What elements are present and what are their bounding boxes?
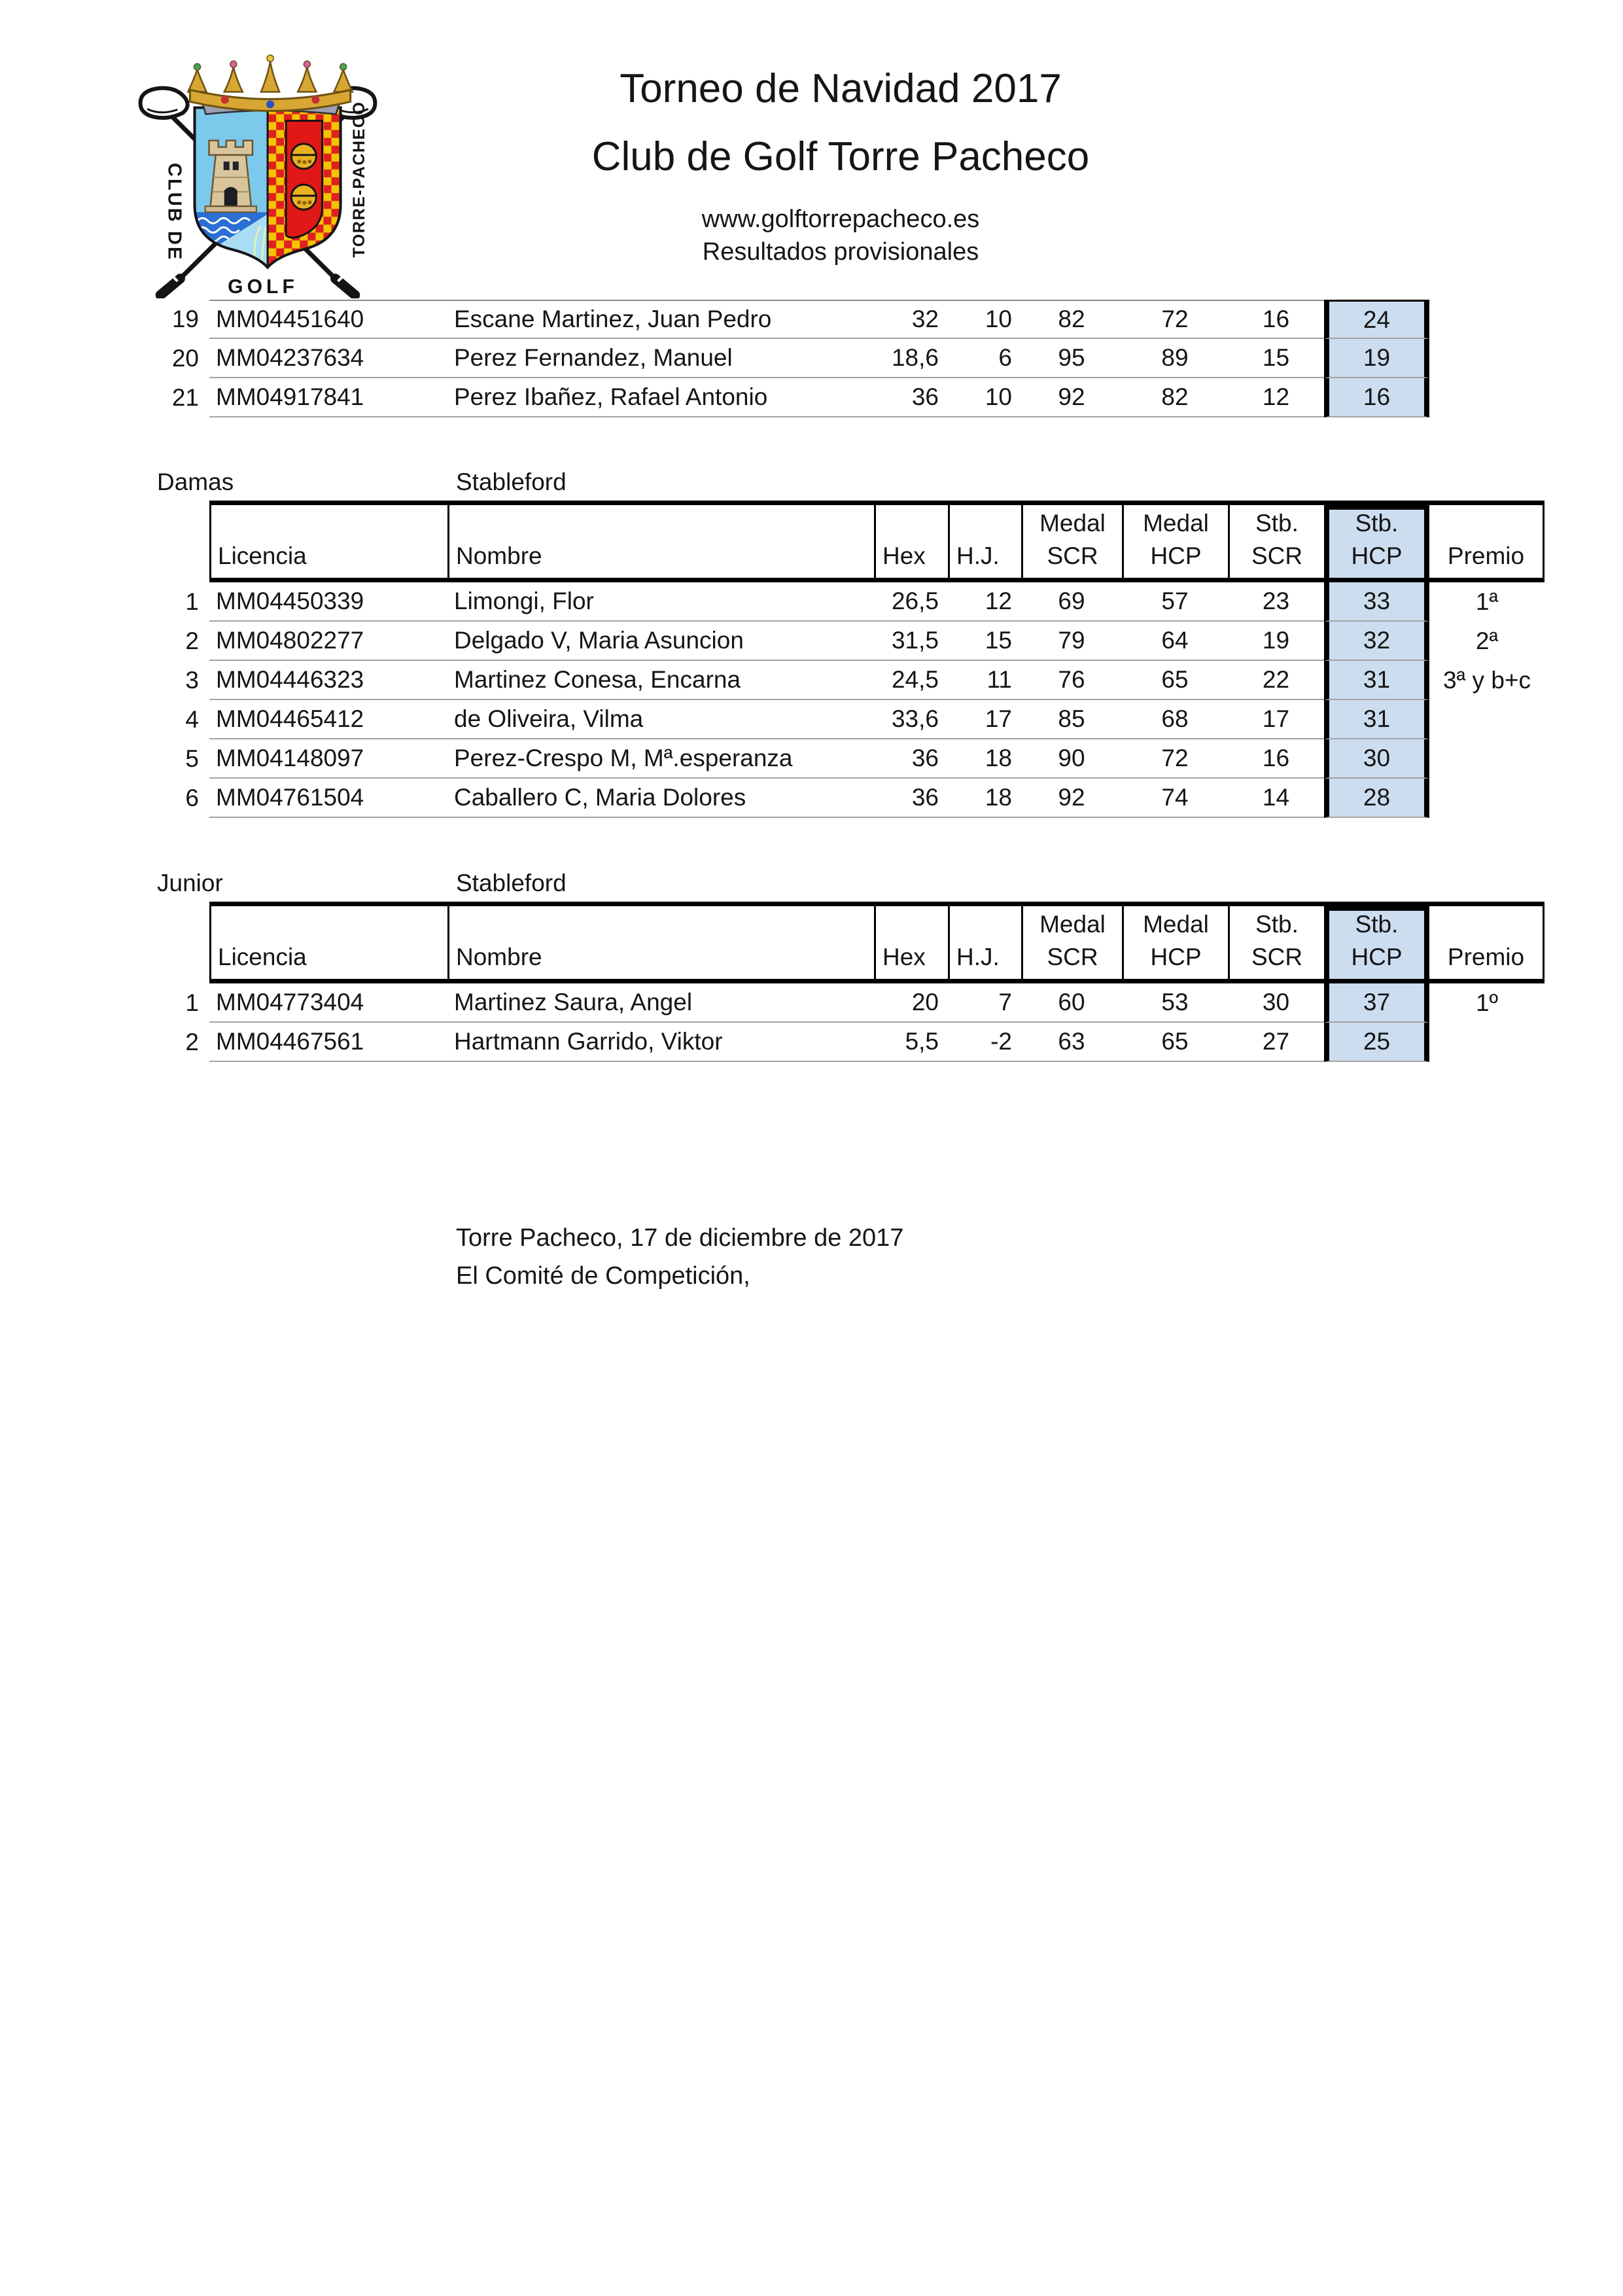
column-header-stb-scr: Stb. SCR [1228, 902, 1324, 983]
cell-stb-hcp: 16 [1324, 378, 1429, 417]
column-header-licencia: Licencia [209, 902, 447, 983]
cell-nombre: Delgado V, Maria Asuncion [447, 622, 874, 661]
cell-premio [1429, 378, 1544, 417]
cell-stb-hcp: 31 [1324, 661, 1429, 700]
cell-medal-hcp: 89 [1122, 339, 1228, 378]
cell-licencia: MM04802277 [209, 622, 447, 661]
column-header-premio: Premio [1429, 501, 1544, 582]
cell-premio: 1ª [1475, 588, 1499, 615]
result-row [150, 378, 1544, 417]
result-row [150, 339, 1544, 378]
cell-hex: 5,5 [874, 1023, 948, 1062]
column-header-nombre: Nombre [447, 501, 874, 582]
cell-medal-scr: 79 [1021, 622, 1122, 661]
cell-premio [1429, 339, 1544, 378]
cell-hex: 32 [874, 300, 948, 339]
cell-licencia: MM04465412 [209, 700, 447, 739]
column-header-hex: Hex [874, 501, 948, 582]
scoring-mode-label: Stableford [456, 870, 567, 896]
cell-stb-scr: 23 [1228, 582, 1324, 622]
cell-position: 21 [171, 384, 199, 411]
cell-nombre: Caballero C, Maria Dolores [447, 779, 874, 818]
cell-premio [1429, 739, 1544, 779]
cell-medal-scr: 85 [1021, 700, 1122, 739]
logo-crown [188, 55, 352, 114]
column-header-medal-scr: Medal SCR [1021, 501, 1122, 582]
cell-hex: 36 [874, 779, 948, 818]
cell-nombre: Hartmann Garrido, Viktor [447, 1023, 874, 1062]
cell-licencia: MM04451640 [209, 300, 447, 339]
cell-medal-hcp: 65 [1122, 661, 1228, 700]
cell-premio: 2ª [1475, 627, 1499, 654]
cell-premio [1429, 779, 1544, 818]
cell-stb-scr: 17 [1228, 700, 1324, 739]
cell-stb-scr: 22 [1228, 661, 1324, 700]
result-row [150, 300, 1544, 339]
category-label: Damas [157, 468, 234, 495]
footer-place-date: Torre Pacheco, 17 de diciembre de 2017 [456, 1224, 904, 1252]
result-row [150, 622, 1544, 661]
cell-stb-scr: 27 [1228, 1023, 1324, 1062]
result-row [150, 661, 1544, 700]
column-header-position [150, 902, 209, 983]
cell-premio: 3ª y b+c [1442, 667, 1531, 694]
category-label: Junior [157, 870, 223, 896]
cell-stb-hcp: 25 [1324, 1023, 1429, 1062]
cell-hex: 26,5 [874, 582, 948, 622]
column-header-licencia: Licencia [209, 501, 447, 582]
table-header-row [150, 902, 1544, 983]
cell-premio [1429, 700, 1544, 739]
cell-hj: -2 [948, 1023, 1021, 1062]
cell-stb-hcp: 37 [1324, 983, 1429, 1023]
cell-stb-hcp: 28 [1324, 779, 1429, 818]
section-junior-label [0, 868, 1623, 899]
table-header-row [150, 501, 1544, 582]
cell-hex: 20 [874, 983, 948, 1023]
cell-stb-scr: 16 [1228, 739, 1324, 779]
cell-stb-hcp: 32 [1324, 622, 1429, 661]
cell-position: 5 [185, 745, 199, 772]
cell-stb-scr: 30 [1228, 983, 1324, 1023]
cell-position: 1 [185, 989, 199, 1016]
cell-position: 4 [185, 706, 199, 733]
column-header-position [150, 501, 209, 582]
cell-medal-hcp: 82 [1122, 378, 1228, 417]
cell-medal-scr: 63 [1021, 1023, 1122, 1062]
cell-position: 6 [185, 785, 199, 811]
cell-medal-hcp: 57 [1122, 582, 1228, 622]
cell-stb-scr: 16 [1228, 300, 1324, 339]
column-header-hj: H.J. [948, 902, 1021, 983]
cell-position: 19 [171, 306, 199, 332]
cell-medal-scr: 76 [1021, 661, 1122, 700]
cell-hj: 18 [948, 739, 1021, 779]
cell-position: 3 [185, 667, 199, 694]
logo-shield [195, 107, 341, 274]
cell-medal-hcp: 68 [1122, 700, 1228, 739]
cell-premio [1429, 300, 1544, 339]
logo-emblem [291, 144, 316, 169]
cell-licencia: MM04917841 [209, 378, 447, 417]
cell-stb-hcp: 31 [1324, 700, 1429, 739]
results-status: Resultados provisionales [702, 238, 979, 266]
cell-medal-scr: 92 [1021, 779, 1122, 818]
result-row [150, 700, 1544, 739]
cell-medal-scr: 95 [1021, 339, 1122, 378]
cell-stb-hcp: 24 [1324, 300, 1429, 339]
cell-stb-hcp: 33 [1324, 582, 1429, 622]
scoring-mode-label: Stableford [456, 468, 567, 495]
results-continuation-table [150, 300, 1544, 417]
column-header-premio: Premio [1429, 902, 1544, 983]
cell-hex: 36 [874, 378, 948, 417]
cell-premio [1429, 1023, 1544, 1062]
cell-hj: 6 [948, 339, 1021, 378]
result-row [150, 739, 1544, 779]
cell-hj: 17 [948, 700, 1021, 739]
footer-committee: El Comité de Competición, [456, 1262, 750, 1290]
column-header-hj: H.J. [948, 501, 1021, 582]
cell-hj: 12 [948, 582, 1021, 622]
club-website: www.golftorrepacheco.es [701, 205, 980, 233]
cell-nombre: Martinez Saura, Angel [447, 983, 874, 1023]
column-header-medal-scr: Medal SCR [1021, 902, 1122, 983]
cell-medal-hcp: 72 [1122, 739, 1228, 779]
junior-results-table [150, 902, 1544, 1062]
cell-medal-scr: 69 [1021, 582, 1122, 622]
cell-position: 1 [185, 588, 199, 615]
cell-position: 2 [185, 627, 199, 654]
cell-medal-hcp: 74 [1122, 779, 1228, 818]
logo-emblem [291, 185, 316, 209]
cell-nombre: Escane Martinez, Juan Pedro [447, 300, 874, 339]
club-logo [126, 51, 389, 298]
cell-position: 20 [171, 345, 199, 372]
cell-stb-scr: 14 [1228, 779, 1324, 818]
column-header-stb-hcp: Stb. HCP [1324, 501, 1429, 582]
cell-hj: 10 [948, 378, 1021, 417]
cell-nombre: Perez Ibañez, Rafael Antonio [447, 378, 874, 417]
cell-medal-hcp: 64 [1122, 622, 1228, 661]
logo-bottom-text: GOLF [228, 275, 298, 298]
cell-hj: 15 [948, 622, 1021, 661]
cell-nombre: Perez Fernandez, Manuel [447, 339, 874, 378]
cell-medal-scr: 60 [1021, 983, 1122, 1023]
cell-licencia: MM04237634 [209, 339, 447, 378]
column-header-stb-scr: Stb. SCR [1228, 501, 1324, 582]
page-subtitle: Club de Golf Torre Pacheco [591, 134, 1090, 179]
cell-nombre: Martinez Conesa, Encarna [447, 661, 874, 700]
cell-hex: 24,5 [874, 661, 948, 700]
cell-premio: 1º [1475, 989, 1499, 1016]
column-header-nombre: Nombre [447, 902, 874, 983]
result-row [150, 779, 1544, 818]
cell-licencia: MM04773404 [209, 983, 447, 1023]
cell-stb-scr: 19 [1228, 622, 1324, 661]
cell-position: 2 [185, 1029, 199, 1055]
cell-medal-scr: 90 [1021, 739, 1122, 779]
cell-licencia: MM04450339 [209, 582, 447, 622]
cell-licencia: MM04761504 [209, 779, 447, 818]
column-header-medal-hcp: Medal HCP [1122, 501, 1228, 582]
cell-medal-scr: 82 [1021, 300, 1122, 339]
column-header-medal-hcp: Medal HCP [1122, 902, 1228, 983]
cell-stb-scr: 15 [1228, 339, 1324, 378]
cell-licencia: MM04467561 [209, 1023, 447, 1062]
cell-stb-hcp: 19 [1324, 339, 1429, 378]
cell-hj: 7 [948, 983, 1021, 1023]
cell-licencia: MM04148097 [209, 739, 447, 779]
section-damas-label [0, 467, 1623, 498]
result-row [150, 1023, 1544, 1062]
cell-hex: 31,5 [874, 622, 948, 661]
result-row [150, 582, 1544, 622]
cell-medal-hcp: 72 [1122, 300, 1228, 339]
cell-hex: 36 [874, 739, 948, 779]
cell-licencia: MM04446323 [209, 661, 447, 700]
cell-nombre: Perez-Crespo M, Mª.esperanza [447, 739, 874, 779]
logo-left-text: CLUB DE [164, 162, 185, 262]
cell-hj: 10 [948, 300, 1021, 339]
logo-right-text: TORRE-PACHECO [349, 101, 368, 258]
cell-nombre: de Oliveira, Vilma [447, 700, 874, 739]
cell-stb-hcp: 30 [1324, 739, 1429, 779]
column-header-hex: Hex [874, 902, 948, 983]
result-row [150, 983, 1544, 1023]
page-title: Torneo de Navidad 2017 [620, 66, 1062, 111]
cell-medal-hcp: 65 [1122, 1023, 1228, 1062]
cell-hj: 11 [948, 661, 1021, 700]
cell-medal-scr: 92 [1021, 378, 1122, 417]
cell-hex: 33,6 [874, 700, 948, 739]
cell-nombre: Limongi, Flor [447, 582, 874, 622]
damas-results-table [150, 501, 1544, 818]
cell-hex: 18,6 [874, 339, 948, 378]
column-header-stb-hcp: Stb. HCP [1324, 902, 1429, 983]
cell-medal-hcp: 53 [1122, 983, 1228, 1023]
cell-hj: 18 [948, 779, 1021, 818]
cell-stb-scr: 12 [1228, 378, 1324, 417]
